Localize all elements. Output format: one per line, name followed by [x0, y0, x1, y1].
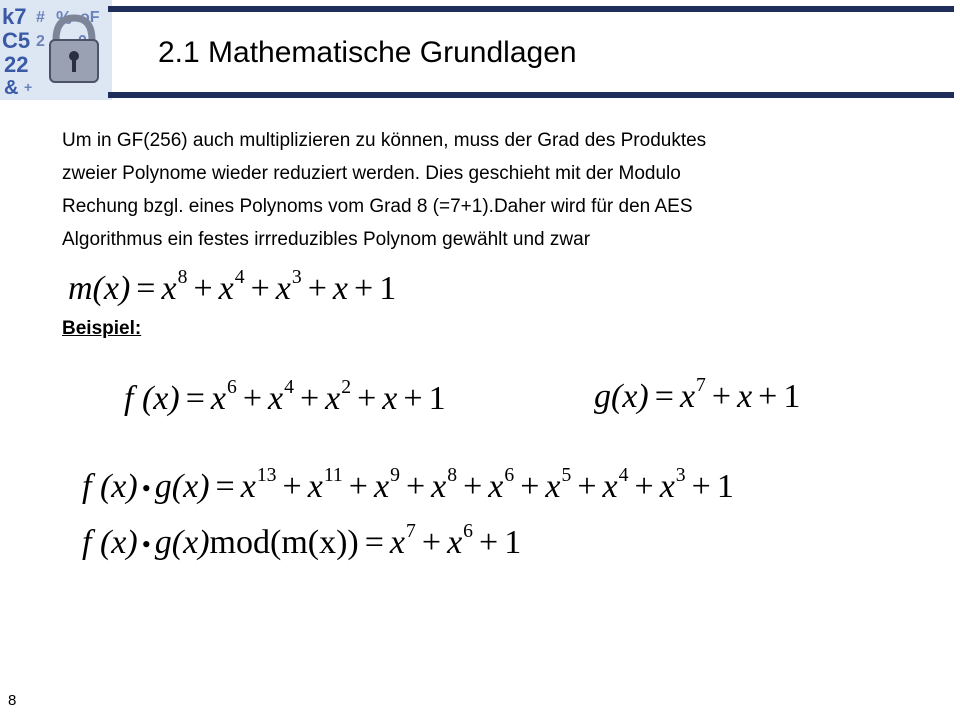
- svg-text:#: #: [36, 9, 45, 26]
- logo-text-2: C5: [2, 28, 31, 53]
- paragraph-line: Rechung bzgl. eines Polynoms vom Grad 8 (=7+1).Daher wird für den AES: [62, 196, 693, 217]
- crypto-logo-icon: [0, 0, 112, 100]
- logo-text-3: 22: [4, 52, 29, 77]
- header-bottom-rule: [108, 92, 954, 98]
- beispiel-heading: Beispiel:: [62, 318, 142, 339]
- formula-f: f $(x) = x^6 + x^4 + x^2 + x + 1$: [124, 376, 446, 417]
- paragraph-line: Algorithmus ein festes irrreduzibles Polynom gewählt und zwar: [62, 229, 591, 250]
- formula-product: f (x) • $g(x) = x^{13} + x^{11} + x^9 + x^8 + x^6 + x^5 + x^4 + x^3 + 1$: [82, 464, 734, 505]
- paragraph-line: Um in GF(256) auch multiplizieren zu können, muss der Grad des Produktes: [62, 130, 707, 151]
- svg-text:2: 2: [36, 33, 45, 50]
- svg-text:%: %: [56, 8, 73, 28]
- page-number: 8: [8, 692, 17, 709]
- formula-m: $m(x) = x^8 + x^4 + x^3 + x + 1$: [68, 266, 397, 307]
- svg-text:oF: oF: [80, 9, 100, 26]
- header-top-rule: [108, 6, 954, 12]
- svg-text:+: +: [24, 79, 33, 95]
- logo-text-4: &: [4, 77, 19, 99]
- logo-text-1: k7: [2, 4, 27, 29]
- intro-paragraph: [62, 124, 892, 256]
- formula-g: $g(x) = x^7 + x + 1$: [594, 374, 801, 415]
- formula-mod: f (x) • $g(x)mod(m(x)) = x^7 + x^6 + 1$: [82, 520, 522, 561]
- page-title: 2.1 Mathematische Grundlagen: [158, 36, 577, 69]
- paragraph-line: zweier Polynome wieder reduziert werden. Dies geschieht mit der Modulo: [62, 163, 681, 184]
